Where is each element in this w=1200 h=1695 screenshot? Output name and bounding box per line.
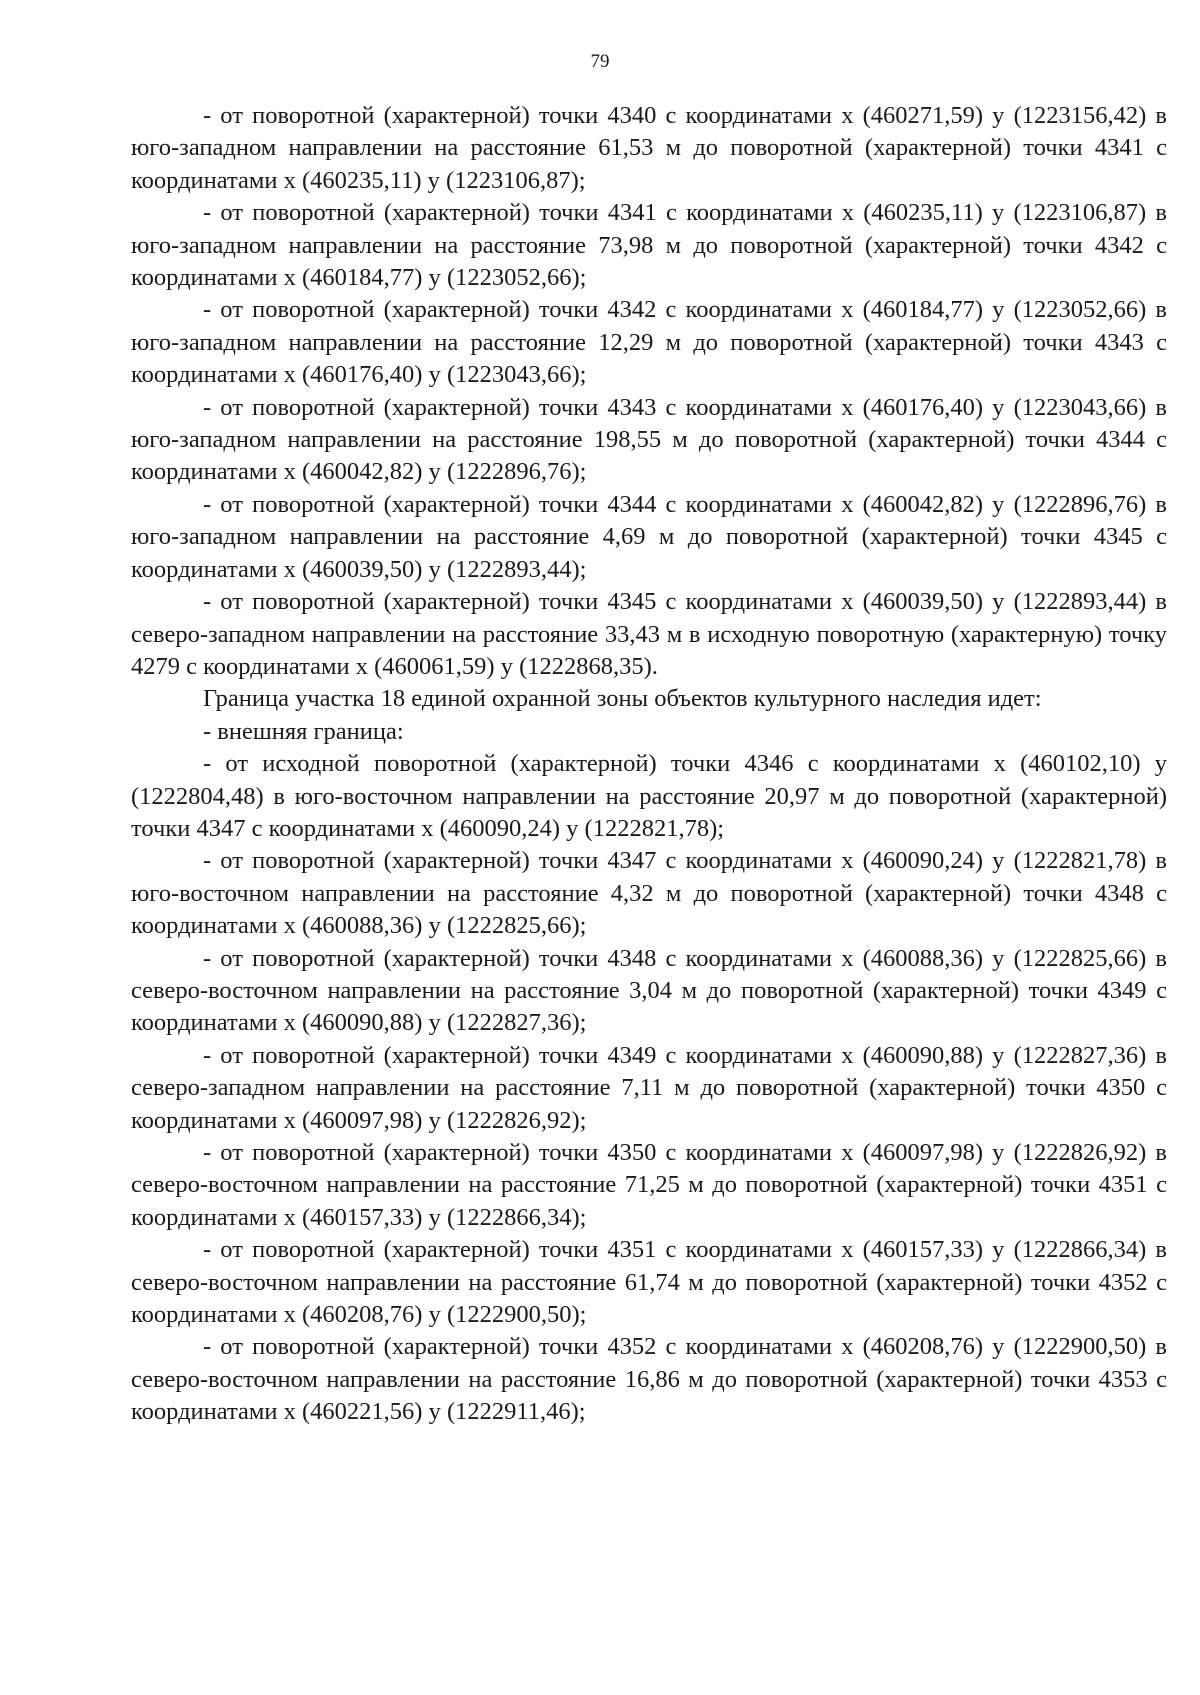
- paragraph: - от поворотной (характерной) точки 4341 с координатами х (460235,11) у (1223106,87) в юго-западном направлении на расстояние 73,98 м до поворотной (характерной) точки 4342 с координатами х (460184,77) у (1223052,66);: [131, 199, 1167, 292]
- page-number: 79: [590, 51, 610, 72]
- paragraph: - от поворотной (характерной) точки 4351 с координатами х (460157,33) у (1222866,34) в северо-восточном направлении на расстояние 61,74 м до поворотной (характерной) точки 4352 с координатами х (460208,76) у (1222900,50);: [131, 1236, 1167, 1329]
- paragraph: - от поворотной (характерной) точки 4342 с координатами х (460184,77) у (1223052,66) в юго-западном направлении на расстояние 12,29 м до поворотной (характерной) точки 4343 с координатами х (460176,40) у (1223043,66);: [131, 296, 1167, 389]
- paragraph: - от поворотной (характерной) точки 4344 с координатами х (460042,82) у (1222896,76) в юго-западном направлении на расстояние 4,69 м до поворотной (характерной) точки 4345 с координатами х (460039,50) у (1222893,44);: [131, 490, 1167, 583]
- paragraph: - от поворотной (характерной) точки 4352 с координатами х (460208,76) у (1222900,50) в северо-восточном направлении на расстояние 16,86 м до поворотной (характерной) точки 4353 с координатами х (460221,56) у (1222911,46);: [131, 1333, 1167, 1426]
- paragraph: - от поворотной (характерной) точки 4348 с координатами х (460088,36) у (1222825,66) в северо-восточном направлении на расстояние 3,04 м до поворотной (характерной) точки 4349 с координатами х (460090,88) у (1222827,36);: [131, 944, 1167, 1037]
- paragraph: - от исходной поворотной (характерной) точки 4346 с координатами х (460102,10) у (1222804,48) в юго-восточном направлении на расстояние 20,97 м до поворотной (характерной) точки 4347 с координатами х (460090,24) у (1222821,78);: [131, 750, 1167, 842]
- paragraph: - от поворотной (характерной) точки 4347 с координатами х (460090,24) у (1222821,78) в юго-восточном направлении на расстояние 4,32 м до поворотной (характерной) точки 4348 с координатами х (460088,36) у (1222825,66);: [131, 847, 1167, 940]
- document-body: [131, 100, 1167, 1429]
- paragraph: - от поворотной (характерной) точки 4349 с координатами х (460090,88) у (1222827,36) в северо-западном направлении на расстояние 7,11 м до поворотной (характерной) точки 4350 с координатами х (460097,98) у (1222826,92);: [131, 1041, 1167, 1134]
- section-heading-paragraph: Граница участка 18 единой охранной зоны объектов культурного наследия идет:: [203, 685, 1042, 713]
- paragraph: - от поворотной (характерной) точки 4350 с координатами х (460097,98) у (1222826,92) в северо-восточном направлении на расстояние 71,25 м до поворотной (характерной) точки 4351 с координатами х (460157,33) у (1222866,34);: [131, 1139, 1167, 1231]
- paragraph: - от поворотной (характерной) точки 4340 с координатами х (460271,59) у (1223156,42) в юго-западном направлении на расстояние 61,53 м до поворотной (характерной) точки 4341 с координатами х (460235,11) у (1223106,87);: [131, 102, 1167, 194]
- paragraph: - от поворотной (характерной) точки 4343 с координатами х (460176,40) у (1223043,66) в юго-западном направлении на расстояние 198,55 м до поворотной (характерной) точки 4344 с координатами х (460042,82) у (1222896,76);: [131, 393, 1167, 486]
- paragraph: - от поворотной (характерной) точки 4345 с координатами х (460039,50) у (1222893,44) в северо-западном направлении на расстояние 33,43 м в исходную поворотную (характерную) точку 4279 с координатами х (460061,59) у (1222868,35).: [131, 588, 1167, 680]
- subsection-label: - внешняя граница:: [203, 717, 404, 745]
